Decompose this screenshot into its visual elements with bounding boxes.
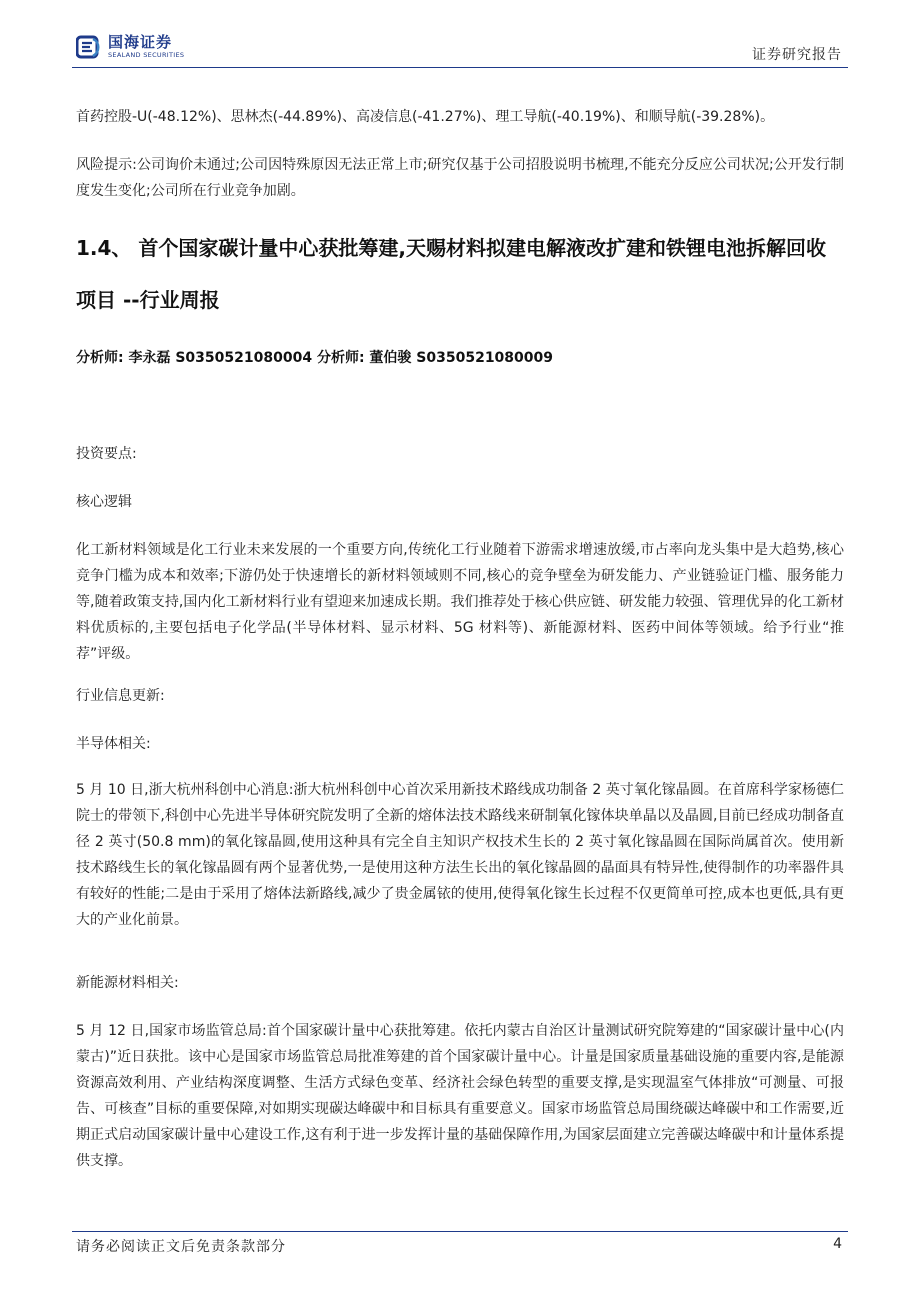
page-header bbox=[0, 0, 920, 70]
semiconductor-label: 半导体相关: bbox=[76, 736, 151, 752]
logo-chinese-name: 国海证券 bbox=[108, 33, 173, 52]
logo-english-name: SEALAND SECURITIES bbox=[108, 51, 185, 60]
header-divider bbox=[72, 67, 848, 68]
core-logic-label: 核心逻辑 bbox=[76, 494, 132, 510]
industry-update-label: 行业信息更新: bbox=[76, 688, 165, 704]
core-logic-paragraph: 化工新材料领域是化工行业未来发展的一个重要方向,传统化工行业随着下游需求增速放缓,市占率向龙头集中是大趋势,核心竞争门槛为成本和效率;下游仍处于快速增长的新材料领域则不同,核心的竞争壁垒为研发能力、产业链验证门槛、服务能力等,随着政策支持,国内化工新材料行业有望迎来加速成长期。我们推荐处于核心供应链、研发能力较强、管理优异的化工新材料优质标的,主要包括电子化学品(半导体材料、显示材料、5G 材料等)、新能源材料、医药中间体等领域。给予行业“推荐”评级。 bbox=[76, 542, 844, 662]
section-title: 1.4、 首个国家碳计量中心获批筹建,天赐材料拟建电解液改扩建和铁锂电池拆解回收项目 --行业周报 bbox=[76, 236, 826, 312]
risk-note: 风险提示:公司询价未通过;公司因特殊原因无法正常上市;研究仅基于公司招股说明书梳理,不能充分反应公司状况;公开发行制度发生变化;公司所在行业竞争加剧。 bbox=[76, 157, 844, 199]
semiconductor-paragraph: 5 月 10 日,浙大杭州科创中心消息:浙大杭州科创中心首次采用新技术路线成功制备 2 英寸氧化镓晶圆。在首席科学家杨德仁院士的带领下,科创中心先进半导体研究院发明了全新的熔体法技术路线来研制氧化镓体块单晶以及晶圆,目前已经成功制备直径 2 英寸(50.8 mm)的氧化镓晶圆,使用这种具有完全自主知识产权技术生长的 2 英寸氧化镓晶圆在国际尚属首次。使用新技术路线生长的氧化镓晶圆有两个显著优势,一是使用这种方法生长出的氧化镓晶圆的晶面具有特异性,使得制作的功率器件具有较好的性能;二是由于采用了熔体法新路线,减少了贵金属铱的使用,使得氧化镓生长过程不仅更简单可控,成本也更低,具有更大的产业化前景。 bbox=[76, 782, 844, 928]
footer-disclaimer: 请务必阅读正文后免责条款部分 bbox=[76, 1239, 286, 1255]
intro-line: 首药控股-U(-48.12%)、思林杰(-44.89%)、高凌信息(-41.27%)、理工导航(-40.19%)、和顺导航(-39.28%)。 bbox=[76, 109, 775, 125]
footer-divider bbox=[72, 1231, 848, 1232]
new-energy-paragraph: 5 月 12 日,国家市场监管总局:首个国家碳计量中心获批筹建。依托内蒙古自治区计量测试研究院筹建的“国家碳计量中心(内蒙古)”近日获批。该中心是国家市场监管总局批准筹建的首个国家碳计量中心。计量是国家质量基础设施的重要内容,是能源资源高效利用、产业结构深度调整、生活方式绿色变革、经济社会绿色转型的重要支撑,是实现温室气体排放“可测量、可报告、可核查”目标的重要保障,对如期实现碳达峰碳中和目标具有重要意义。国家市场监管总局围绕碳达峰碳中和工作需要,近期正式启动国家碳计量中心建设工作,这有利于进一步发挥计量的基础保障作用,为国家层面建立完善碳达峰碳中和计量体系提供支撑。 bbox=[76, 1023, 844, 1169]
sealand-logo-icon bbox=[76, 34, 102, 60]
company-logo bbox=[76, 34, 184, 60]
page-number: 4 bbox=[833, 1236, 842, 1252]
investment-points-label: 投资要点: bbox=[76, 446, 137, 462]
report-type-label: 证券研究报告 bbox=[752, 47, 842, 63]
new-energy-label: 新能源材料相关: bbox=[76, 975, 179, 991]
analyst-line: 分析师: 李永磊 S0350521080004 分析师: 董伯骏 S0350521080009 bbox=[76, 350, 554, 366]
